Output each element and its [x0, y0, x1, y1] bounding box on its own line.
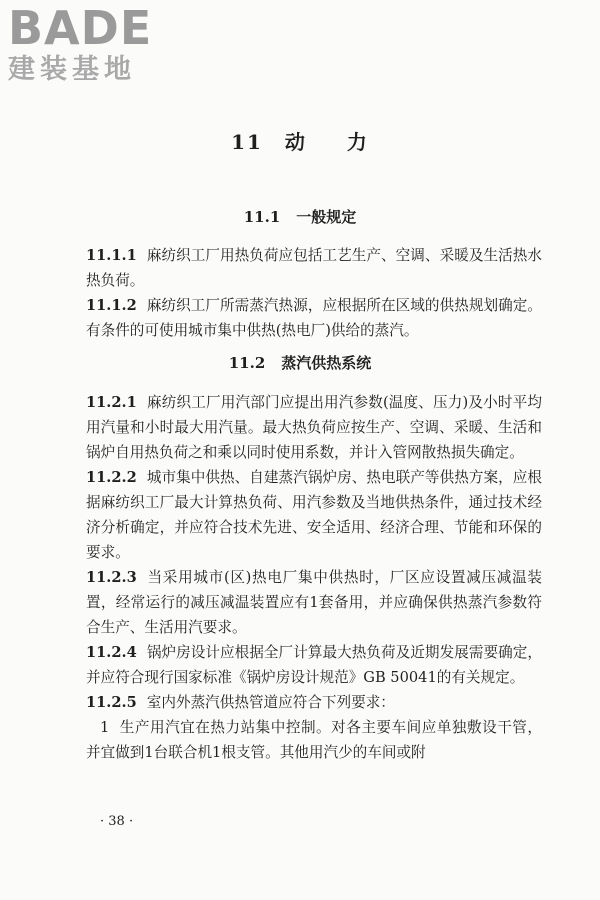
clause-number: 11.2.4 [86, 644, 137, 661]
section-body [86, 390, 542, 765]
chapter-title-char-1: 动 [284, 130, 307, 154]
chapter-title [0, 126, 600, 155]
clause-text: 麻纺织工厂用热负荷应包括工艺生产、空调、采暖及生活热水热负荷。 [86, 247, 542, 289]
section-body [86, 243, 542, 343]
clause [86, 390, 542, 465]
clause-text: 麻纺织工厂用汽部门应提出用汽参数(温度、压力)及小时平均用汽量和小时最大用汽量。最大热负荷应按生产、空调、采暖、生活和锅炉自用热负荷之和乘以同时使用系数，并计入管网散热损失确定。 [86, 394, 542, 461]
item-text: 生产用汽宜在热力站集中控制。对各主要车间应单独敷设干管，并宜做到1台联合机1根支管。其他用汽少的车间或附 [86, 719, 542, 761]
section-number: 11.1 [243, 208, 281, 226]
clause-text: 室内外蒸汽供热管道应符合下列要求： [146, 694, 395, 711]
list-item [86, 715, 542, 765]
section-title [0, 206, 600, 227]
clause [86, 690, 542, 715]
clause-number: 11.2.2 [86, 469, 137, 486]
clause-text: 麻纺织工厂所需蒸汽热源，应根据所在区域的供热规划确定。有条件的可使用城市集中供热(热电厂)供给的蒸汽。 [86, 297, 542, 339]
clause-text: 城市集中供热、自建蒸汽锅炉房、热电联产等供热方案，应根据麻纺织工厂最大计算热负荷、用汽参数及当地供热条件，通过技术经济分析确定，并应符合技术先进、安全适用、经济合理、节能和环保的要求。 [86, 469, 542, 561]
section-heading: 一般规定 [296, 208, 357, 226]
section-heading: 蒸汽供热系统 [281, 354, 372, 372]
clause-text: 当采用城市(区)热电厂集中供热时，厂区应设置减压减温装置，经常运行的减压减温装置应有1套备用，并应确保供热蒸汽参数符合生产、生活用汽要求。 [86, 569, 542, 636]
section-number: 11.2 [228, 354, 266, 372]
site-logo [8, 1, 183, 86]
clause-number: 11.2.1 [86, 394, 137, 411]
clause [86, 293, 542, 343]
clause [86, 243, 542, 293]
clause-text: 锅炉房设计应根据全厂计算最大热负荷及近期发展需要确定，并应符合现行国家标准《锅炉房设计规范》GB 50041的有关规定。 [86, 644, 542, 686]
chapter-title-char-2: 力 [346, 130, 369, 154]
clause-number: 11.2.5 [86, 694, 137, 711]
item-number: 1 [100, 719, 110, 736]
section-title [0, 352, 600, 373]
clause [86, 640, 542, 690]
clause [86, 565, 542, 640]
clause-number: 11.1.1 [86, 247, 137, 264]
clause-number: 11.2.3 [86, 569, 137, 586]
chapter-number: 11 [231, 130, 263, 154]
page-number: · 38 · [100, 814, 134, 829]
clause-number: 11.1.2 [86, 297, 137, 314]
logo-wordmark: BADE [8, 1, 153, 55]
logo-subtitle: 建装基地 [8, 54, 136, 85]
clause [86, 465, 542, 565]
